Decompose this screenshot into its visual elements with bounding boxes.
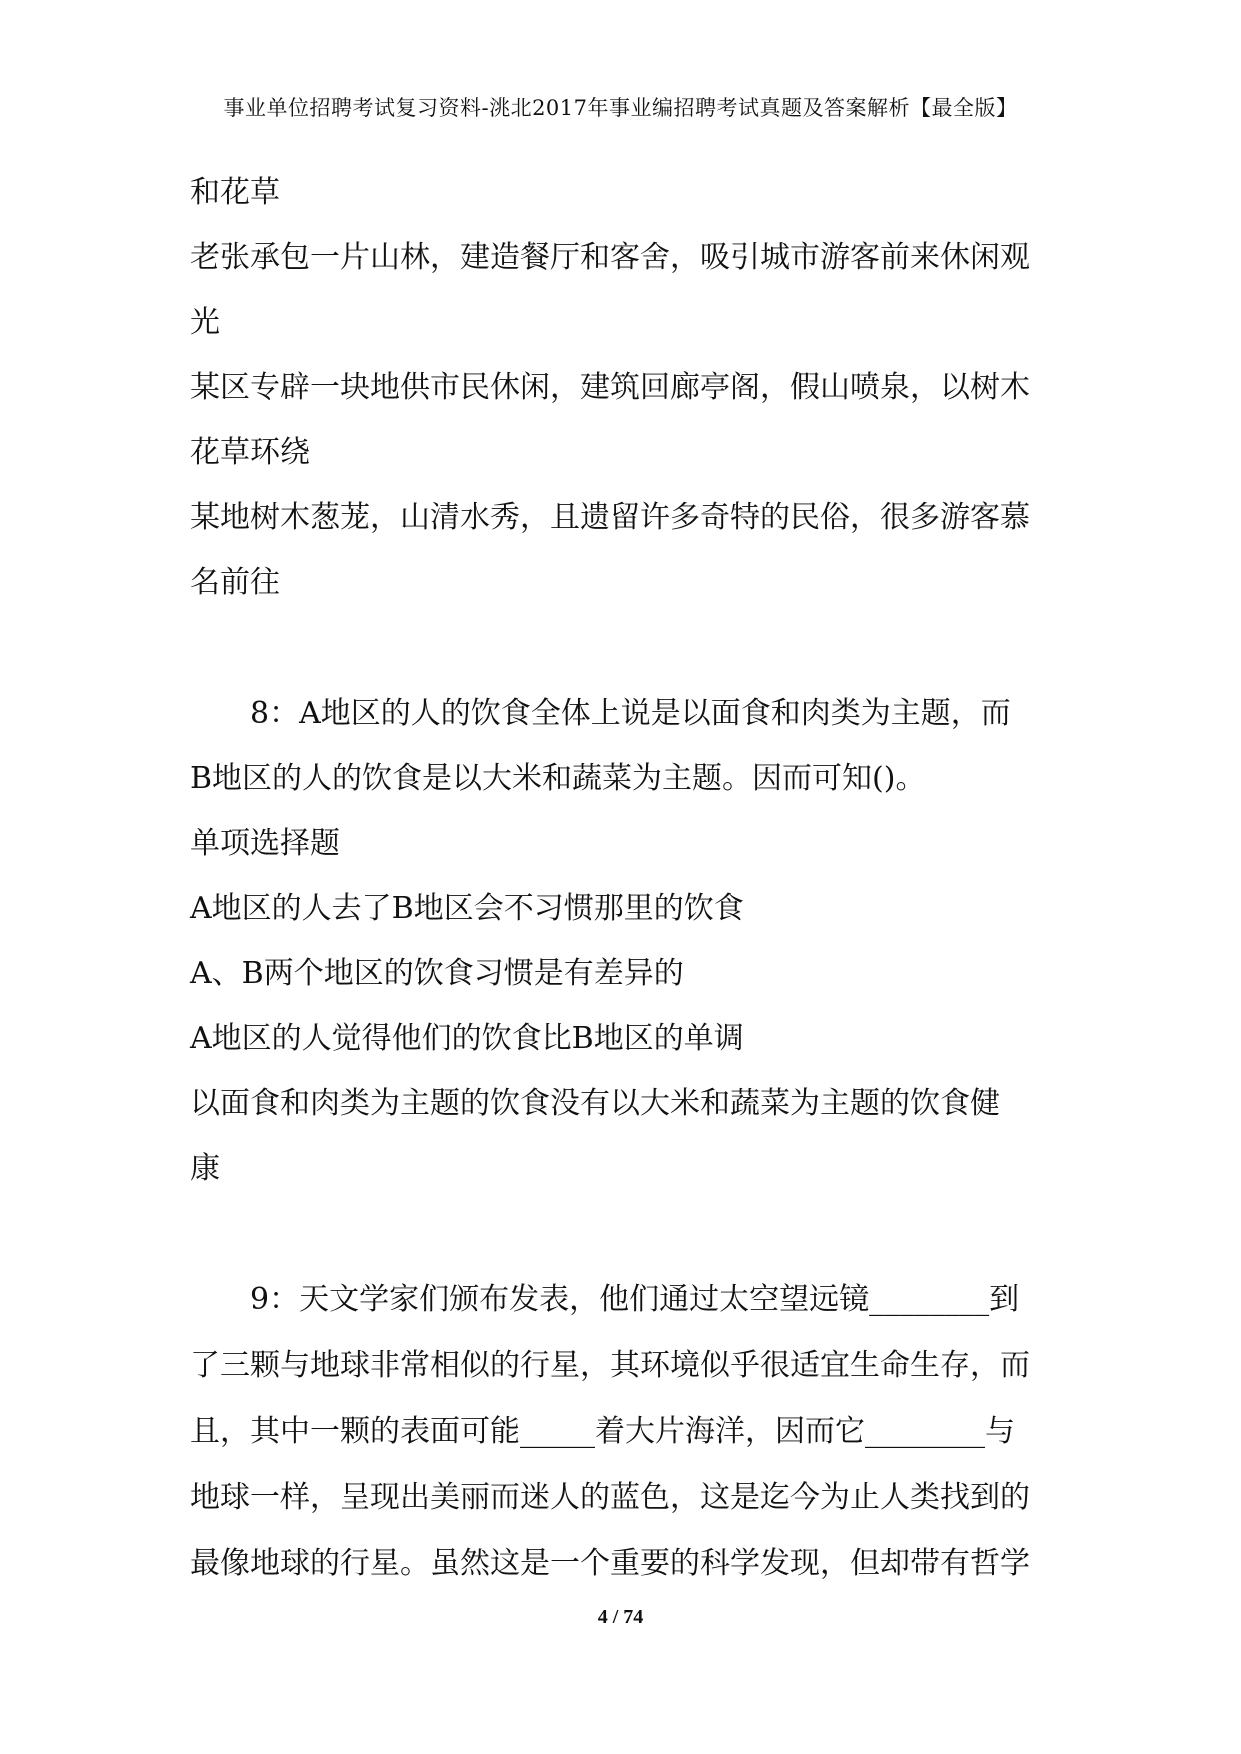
question-9-stem-continued: 最像地球的行星。虽然这是一个重要的科学发现，但却带有哲学	[190, 1546, 1030, 1581]
question-8-option: A、B两个地区的饮食习惯是有差异的	[190, 956, 684, 991]
question-8-option: A地区的人觉得他们的饮食比B地区的单调	[190, 1021, 744, 1056]
option-text-line: 和花草	[190, 175, 280, 210]
paragraph-gap	[190, 615, 1060, 681]
option-text-line: 某地树木葱茏，山清水秀，且遗留许多奇特的民俗，很多游客慕	[190, 500, 1030, 535]
document-body	[190, 160, 1060, 1597]
question-9-stem-continued: 且，其中一颗的表面可能_____着大片海洋，因而它________与	[190, 1414, 1015, 1449]
page-number: 4 / 74	[597, 1606, 644, 1628]
question-9-stem: 9：天文学家们颁布发表，他们通过太空望远镜________到	[250, 1282, 1020, 1317]
question-9-stem-continued: 了三颗与地球非常相似的行星，其环境似乎很适宜生命生存，而	[190, 1348, 1030, 1383]
question-8-option: 以面食和肉类为主题的饮食没有以大米和蔬菜为主题的饮食健	[190, 1086, 1000, 1121]
option-text-line: 老张承包一片山林，建造餐厅和客舍，吸引城市游客前来休闲观	[190, 240, 1030, 275]
question-8-option: 康	[190, 1151, 220, 1186]
question-8-option: A地区的人去了B地区会不习惯那里的饮食	[190, 891, 744, 926]
option-text-line: 某区专辟一块地供市民休闲，建筑回廊亭阁，假山喷泉，以树木	[190, 370, 1030, 405]
question-8-stem: 8：A地区的人的饮食全体上说是以面食和肉类为主题，而	[250, 696, 1011, 731]
question-9	[190, 1267, 1060, 1597]
question-9-stem-continued: 地球一样，呈现出美丽而迷人的蓝色，这是迄今为止人类找到的	[190, 1480, 1030, 1515]
page-header: 事业单位招聘考试复习资料-洮北2017年事业编招聘考试真题及答案解析【最全版】	[223, 96, 1018, 120]
question-8-stem-continued: B地区的人的饮食是以大米和蔬菜为主题。因而可知()。	[190, 761, 926, 796]
question-8-type: 单项选择题	[190, 826, 340, 861]
question-8	[190, 681, 1060, 1201]
option-text-line: 花草环绕	[190, 435, 310, 470]
option-text-line: 名前往	[190, 565, 280, 600]
question-7-options-tail	[190, 160, 1060, 615]
paragraph-gap	[190, 1201, 1060, 1267]
option-text-line: 光	[190, 305, 220, 340]
